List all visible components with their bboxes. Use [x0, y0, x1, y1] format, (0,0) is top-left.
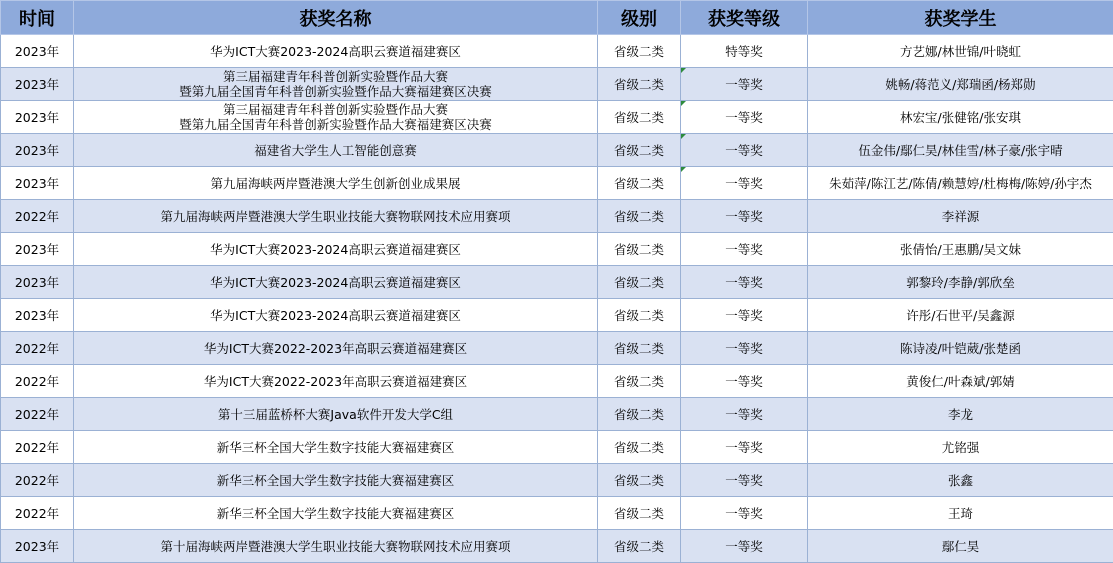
cell-grade[interactable]: 一等奖: [681, 365, 808, 398]
cell-grade[interactable]: 一等奖: [681, 497, 808, 530]
award-name-line: 第十届海峡两岸暨港澳大学生职业技能大赛物联网技术应用赛项: [74, 539, 597, 554]
cell-level[interactable]: 省级二类: [598, 266, 681, 299]
cell-award-name[interactable]: [74, 464, 598, 497]
cell-grade[interactable]: 一等奖: [681, 431, 808, 464]
table-row: [1, 530, 1113, 563]
cell-time[interactable]: 2022年: [1, 431, 74, 464]
cell-level[interactable]: 省级二类: [598, 101, 681, 134]
cell-level[interactable]: 省级二类: [598, 68, 681, 101]
cell-level[interactable]: 省级二类: [598, 464, 681, 497]
cell-level[interactable]: 省级二类: [598, 200, 681, 233]
cell-time[interactable]: 2023年: [1, 266, 74, 299]
table-row: [1, 233, 1113, 266]
header-students: 获奖学生: [808, 1, 1113, 35]
cell-award-name[interactable]: [74, 332, 598, 365]
cell-time[interactable]: 2022年: [1, 365, 74, 398]
table-row: [1, 497, 1113, 530]
award-name-line: 华为ICT大赛2023-2024高职云赛道福建赛区: [74, 44, 597, 59]
cell-level[interactable]: 省级二类: [598, 365, 681, 398]
award-name-line: 福建省大学生人工智能创意赛: [74, 143, 597, 158]
table-row: [1, 431, 1113, 464]
cell-time[interactable]: 2023年: [1, 167, 74, 200]
cell-time[interactable]: 2022年: [1, 200, 74, 233]
header-award-name: 获奖名称: [74, 1, 598, 35]
cell-grade[interactable]: 一等奖: [681, 530, 808, 563]
cell-grade[interactable]: 一等奖: [681, 68, 808, 101]
header-time: 时间: [1, 1, 74, 35]
cell-grade[interactable]: 一等奖: [681, 464, 808, 497]
award-name-line: 第九届海峡两岸暨港澳大学生创新创业成果展: [74, 176, 597, 191]
cell-students[interactable]: 李龙: [808, 398, 1113, 431]
cell-award-name[interactable]: [74, 35, 598, 68]
cell-award-name[interactable]: [74, 167, 598, 200]
cell-grade[interactable]: 一等奖: [681, 332, 808, 365]
table-row: [1, 200, 1113, 233]
cell-level[interactable]: 省级二类: [598, 233, 681, 266]
cell-grade[interactable]: 一等奖: [681, 398, 808, 431]
header-level: 级别: [598, 1, 681, 35]
table-row: [1, 35, 1113, 68]
cell-award-name[interactable]: [74, 431, 598, 464]
cell-level[interactable]: 省级二类: [598, 398, 681, 431]
award-name-line: 第十三届蓝桥杯大赛Java软件开发大学C组: [74, 407, 597, 422]
table-row: [1, 332, 1113, 365]
cell-students[interactable]: 黄俊仁/叶森斌/郭婧: [808, 365, 1113, 398]
cell-students[interactable]: 尤铭强: [808, 431, 1113, 464]
table-row: [1, 464, 1113, 497]
cell-level[interactable]: 省级二类: [598, 497, 681, 530]
cell-grade[interactable]: 一等奖: [681, 200, 808, 233]
cell-time[interactable]: 2022年: [1, 464, 74, 497]
cell-time[interactable]: 2023年: [1, 530, 74, 563]
cell-level[interactable]: 省级二类: [598, 134, 681, 167]
cell-award-name[interactable]: [74, 365, 598, 398]
award-name-line: 第三届福建青年科普创新实验暨作品大赛: [74, 69, 597, 84]
award-name-line: 华为ICT大赛2022-2023年高职云赛道福建赛区: [74, 341, 597, 356]
cell-grade[interactable]: 一等奖: [681, 134, 808, 167]
award-name-line: 暨第九届全国青年科普创新实验暨作品大赛福建赛区决赛: [74, 117, 597, 132]
cell-students[interactable]: 郭黎玲/李静/郭欣垒: [808, 266, 1113, 299]
award-name-line: 新华三杯全国大学生数字技能大赛福建赛区: [74, 506, 597, 521]
cell-award-name[interactable]: [74, 68, 598, 101]
cell-students[interactable]: 姚畅/蒋范义/郑瑞函/杨郑勋: [808, 68, 1113, 101]
table-row: [1, 266, 1113, 299]
cell-time[interactable]: 2023年: [1, 299, 74, 332]
table-row: [1, 101, 1113, 134]
cell-time[interactable]: 2022年: [1, 497, 74, 530]
cell-level[interactable]: 省级二类: [598, 530, 681, 563]
cell-grade[interactable]: 一等奖: [681, 167, 808, 200]
award-name-line: 新华三杯全国大学生数字技能大赛福建赛区: [74, 440, 597, 455]
cell-time[interactable]: 2023年: [1, 68, 74, 101]
cell-grade[interactable]: 一等奖: [681, 266, 808, 299]
cell-students[interactable]: 陈诗凌/叶铠葳/张楚函: [808, 332, 1113, 365]
cell-time[interactable]: 2023年: [1, 233, 74, 266]
cell-grade[interactable]: 一等奖: [681, 233, 808, 266]
cell-award-name[interactable]: [74, 497, 598, 530]
award-name-line: 华为ICT大赛2023-2024高职云赛道福建赛区: [74, 275, 597, 290]
table-row: [1, 134, 1113, 167]
table-row: [1, 167, 1113, 200]
cell-level[interactable]: 省级二类: [598, 299, 681, 332]
cell-time[interactable]: 2022年: [1, 332, 74, 365]
table-row: [1, 398, 1113, 431]
cell-students[interactable]: 鄢仁昊: [808, 530, 1113, 563]
cell-students[interactable]: 朱茹萍/陈江艺/陈倩/赖慧婷/杜梅梅/陈婷/孙宇杰: [808, 167, 1113, 200]
award-name-line: 华为ICT大赛2023-2024高职云赛道福建赛区: [74, 242, 597, 257]
cell-level[interactable]: 省级二类: [598, 167, 681, 200]
cell-time[interactable]: 2023年: [1, 134, 74, 167]
cell-students[interactable]: 李祥源: [808, 200, 1113, 233]
cell-award-name[interactable]: [74, 266, 598, 299]
cell-grade[interactable]: 一等奖: [681, 101, 808, 134]
table-row: [1, 299, 1113, 332]
table-row: [1, 365, 1113, 398]
cell-time[interactable]: 2023年: [1, 101, 74, 134]
cell-time[interactable]: 2022年: [1, 398, 74, 431]
table-row: [1, 68, 1113, 101]
cell-award-name[interactable]: [74, 233, 598, 266]
cell-award-name[interactable]: [74, 530, 598, 563]
cell-students[interactable]: 张倩怡/王惠鹏/吴文妹: [808, 233, 1113, 266]
header-row: [1, 1, 1113, 35]
cell-students[interactable]: 许彤/石世平/吴鑫源: [808, 299, 1113, 332]
cell-grade[interactable]: 特等奖: [681, 35, 808, 68]
cell-award-name[interactable]: [74, 398, 598, 431]
cell-students[interactable]: 伍金伟/鄢仁昊/林佳雪/林子豪/张宇晴: [808, 134, 1113, 167]
award-name-line: 华为ICT大赛2022-2023年高职云赛道福建赛区: [74, 374, 597, 389]
cell-award-name[interactable]: [74, 101, 598, 134]
award-name-line: 新华三杯全国大学生数字技能大赛福建赛区: [74, 473, 597, 488]
cell-students[interactable]: 林宏宝/张健铭/张安琪: [808, 101, 1113, 134]
award-name-line: 第三届福建青年科普创新实验暨作品大赛: [74, 102, 597, 117]
cell-level[interactable]: 省级二类: [598, 35, 681, 68]
cell-students[interactable]: 王琦: [808, 497, 1113, 530]
cell-award-name[interactable]: [74, 200, 598, 233]
cell-students[interactable]: 张鑫: [808, 464, 1113, 497]
award-name-line: 第九届海峡两岸暨港澳大学生职业技能大赛物联网技术应用赛项: [74, 209, 597, 224]
cell-level[interactable]: 省级二类: [598, 431, 681, 464]
cell-award-name[interactable]: [74, 134, 598, 167]
cell-award-name[interactable]: [74, 299, 598, 332]
award-name-line: 暨第九届全国青年科普创新实验暨作品大赛福建赛区决赛: [74, 84, 597, 99]
cell-students[interactable]: 方艺娜/林世锦/叶晓虹: [808, 35, 1113, 68]
award-name-line: 华为ICT大赛2023-2024高职云赛道福建赛区: [74, 308, 597, 323]
cell-level[interactable]: 省级二类: [598, 332, 681, 365]
cell-time[interactable]: 2023年: [1, 35, 74, 68]
header-grade: 获奖等级: [681, 1, 808, 35]
cell-grade[interactable]: 一等奖: [681, 299, 808, 332]
